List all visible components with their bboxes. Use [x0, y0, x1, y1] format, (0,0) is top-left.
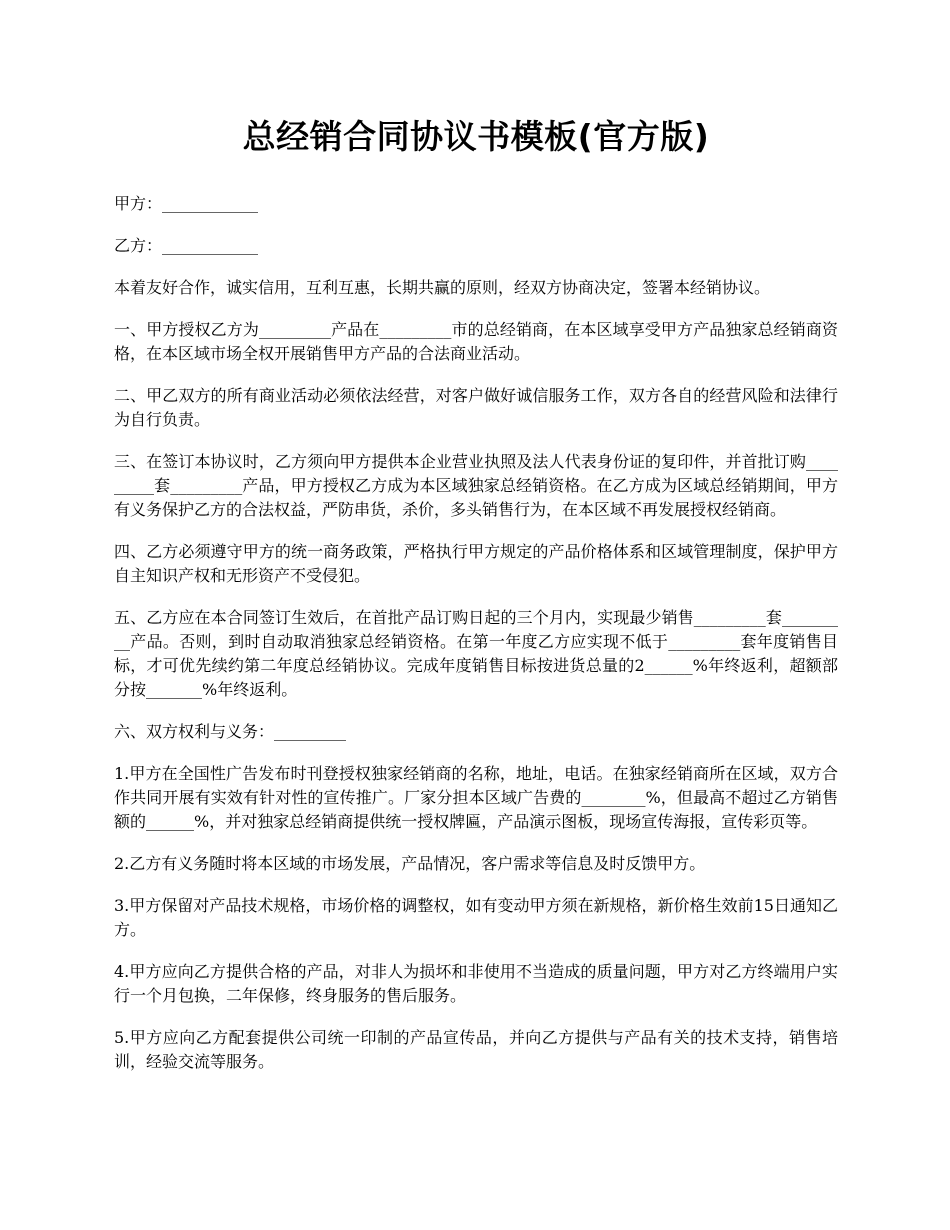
clause-6-item-5: 5.甲方应向乙方配套提供公司统一印制的产品宣传品，并向乙方提供与产品有关的技术支持，销售培训，经验交流等服务。 [114, 1028, 838, 1071]
clause-4-paragraph: 四、乙方必须遵守甲方的统一商务政策，严格执行甲方规定的产品价格体系和区域管理制度，保护甲方自主知识产权和无形资产不受侵犯。 [114, 542, 838, 585]
party-a-line: 甲方：____________ [114, 194, 259, 213]
clause-2-paragraph: 二、甲乙双方的所有商业活动必须依法经营，对客户做好诚信服务工作，双方各自的经营风险和法律行为自行负责。 [114, 386, 838, 429]
clause-6-item-2: 2.乙方有义务随时将本区域的市场发展，产品情况，客户需求等信息及时反馈甲方。 [114, 854, 706, 873]
clause-6-item-1: 1.甲方在全国性广告发布时刊登授权独家经销商的名称，地址，电话。在独家经销商所在区域，双方合作共同开展有实效有针对性的宣传推广。厂家分担本区域广告费的________%，但最高不超过乙方销售额的______%，并对独家总经销商提供统一授权牌匾，产品演示图板，现场宣传海报，宣传彩页等。 [114, 764, 838, 831]
preamble-paragraph: 本着友好合作，诚实信用，互利互惠，长期共赢的原则，经双方协商决定，签署本经销协议。 [114, 278, 771, 297]
clause-6-item-4: 4.甲方应向乙方提供合格的产品，对非人为损坏和非使用不当造成的质量问题，甲方对乙方终端用户实行一个月包换，二年保修，终身服务的售后服务。 [114, 962, 838, 1005]
clause-5-paragraph: 五、乙方应在本合同签订生效后，在首批产品订购日起的三个月内，实现最少销售_________套_________产品。否则，到时自动取消独家总经销资格。在第一年度乙方应实现不低于_________套年度销售目标，才可优先续约第二年度总经销协议。完成年度销售目标按进货总量的2______%年终返利，超额部分按_______%年终返利。 [114, 608, 838, 699]
clause-1-paragraph: 一、甲方授权乙方为_________产品在_________市的总经销商，在本区域享受甲方产品独家总经销商资格，在本区域市场全权开展销售甲方产品的合法商业活动。 [114, 320, 838, 363]
document-title: 总经销合同协议书模板(官方版) [242, 117, 710, 156]
clause-6-item-3: 3.甲方保留对产品技术规格，市场价格的调整权，如有变动甲方须在新规格，新价格生效前15日通知乙方。 [114, 896, 838, 939]
clause-3-paragraph: 三、在签订本协议时，乙方须向甲方提供本企业营业执照及法人代表身份证的复印件，并首批订购_________套_________产品，甲方授权乙方成为本区域独家总经销资格。在乙方成为区域总经销期间，甲方有义务保护乙方的合法权益，严防串货，杀价，多头销售行为，在本区域不再发展授权经销商。 [114, 452, 838, 519]
clause-6-heading: 六、双方权利与义务：_________ [114, 722, 347, 741]
party-b-line: 乙方：____________ [114, 236, 259, 255]
